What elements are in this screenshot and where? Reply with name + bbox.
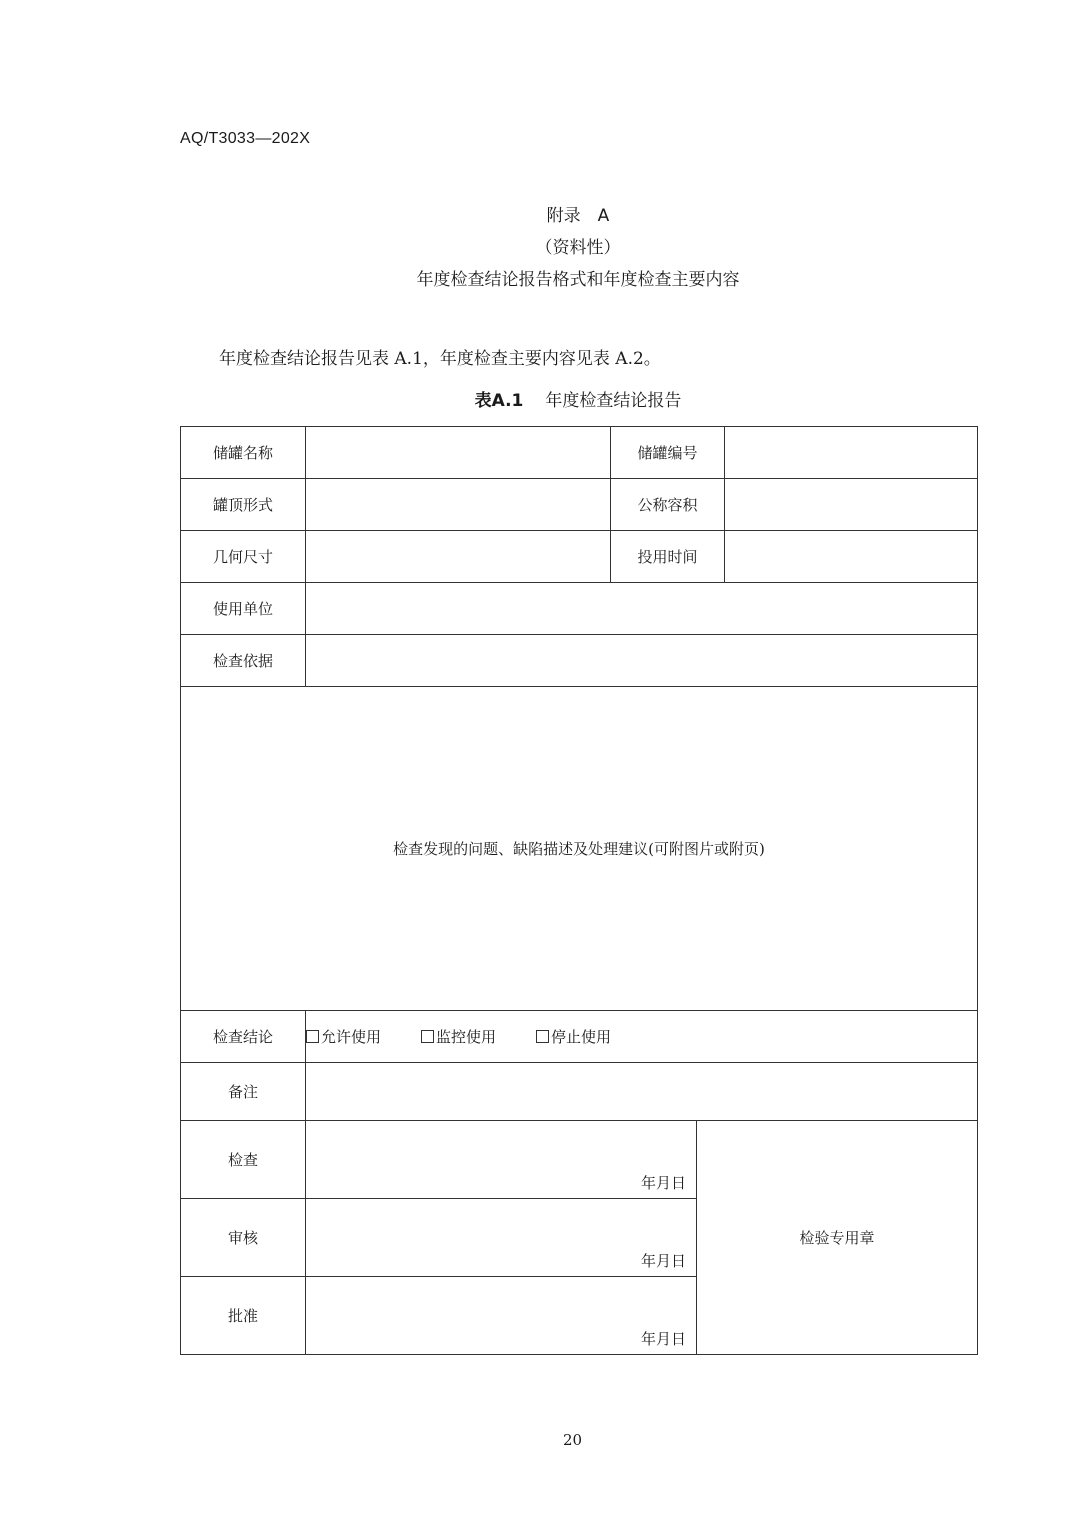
- checkbox-icon[interactable]: [421, 1030, 434, 1043]
- review-label: 审核: [181, 1199, 306, 1277]
- table-row: [181, 1063, 978, 1121]
- intro-paragraph: 年度检查结论报告见表 A.1，年度检查主要内容见表 A.2。: [219, 349, 661, 369]
- table-number: 表A.1: [474, 391, 524, 411]
- option-stop-use[interactable]: 停止使用: [536, 1026, 611, 1047]
- annual-inspection-report-table: [180, 426, 978, 1355]
- tank-number-label: 储罐编号: [611, 427, 725, 479]
- user-unit-label: 使用单位: [181, 583, 306, 635]
- option-allow-use[interactable]: 允许使用: [306, 1026, 381, 1047]
- findings-label: 检查发现的问题、缺陷描述及处理建议(可附图片或附页): [393, 840, 765, 858]
- table-title: 年度检查结论报告: [545, 391, 682, 411]
- inspection-basis-value: [306, 635, 978, 687]
- review-date-label: 年月日: [640, 1252, 686, 1270]
- conclusion-options: [306, 1011, 978, 1063]
- seal-label: 检验专用章: [799, 1229, 875, 1247]
- tank-name-value: [306, 427, 611, 479]
- commission-time-value: [725, 531, 978, 583]
- table-row: [181, 427, 978, 479]
- table-row: [181, 687, 978, 1011]
- checkbox-icon[interactable]: [306, 1030, 319, 1043]
- appendix-title: 附录 A: [546, 206, 610, 226]
- document-code: AQ/T3033—202X: [180, 130, 311, 147]
- seal-cell: [697, 1121, 978, 1355]
- review-signature-cell: [306, 1199, 697, 1277]
- inspect-signature-cell: [306, 1121, 697, 1199]
- commission-time-label: 投用时间: [611, 531, 725, 583]
- appendix-subject: 年度检查结论报告格式和年度检查主要内容: [416, 270, 740, 290]
- nominal-volume-label: 公称容积: [611, 479, 725, 531]
- tank-number-value: [725, 427, 978, 479]
- option-monitor-use[interactable]: 监控使用: [421, 1026, 496, 1047]
- inspect-label: 检查: [181, 1121, 306, 1199]
- approve-label: 批准: [181, 1277, 306, 1355]
- remarks-label: 备注: [181, 1063, 306, 1121]
- roof-type-value: [306, 479, 611, 531]
- inspection-basis-label: 检查依据: [181, 635, 306, 687]
- table-row: [181, 635, 978, 687]
- table-row: [181, 1121, 978, 1199]
- approve-date-label: 年月日: [640, 1330, 686, 1348]
- remarks-value: [306, 1063, 978, 1121]
- findings-section: [181, 687, 978, 1011]
- tank-name-label: 储罐名称: [181, 427, 306, 479]
- table-caption: [0, 386, 1080, 411]
- roof-type-label: 罐顶形式: [181, 479, 306, 531]
- table-row: [181, 1011, 978, 1063]
- table-row: [181, 583, 978, 635]
- approve-signature-cell: [306, 1277, 697, 1355]
- conclusion-label: 检查结论: [181, 1011, 306, 1063]
- appendix-nature: （资料性）: [535, 238, 621, 258]
- dimensions-label: 几何尺寸: [181, 531, 306, 583]
- dimensions-value: [306, 531, 611, 583]
- table-row: [181, 531, 978, 583]
- page-number: 20: [562, 1431, 583, 1449]
- table-row: [181, 479, 978, 531]
- nominal-volume-value: [725, 479, 978, 531]
- checkbox-icon[interactable]: [536, 1030, 549, 1043]
- inspect-date-label: 年月日: [640, 1174, 686, 1192]
- user-unit-value: [306, 583, 978, 635]
